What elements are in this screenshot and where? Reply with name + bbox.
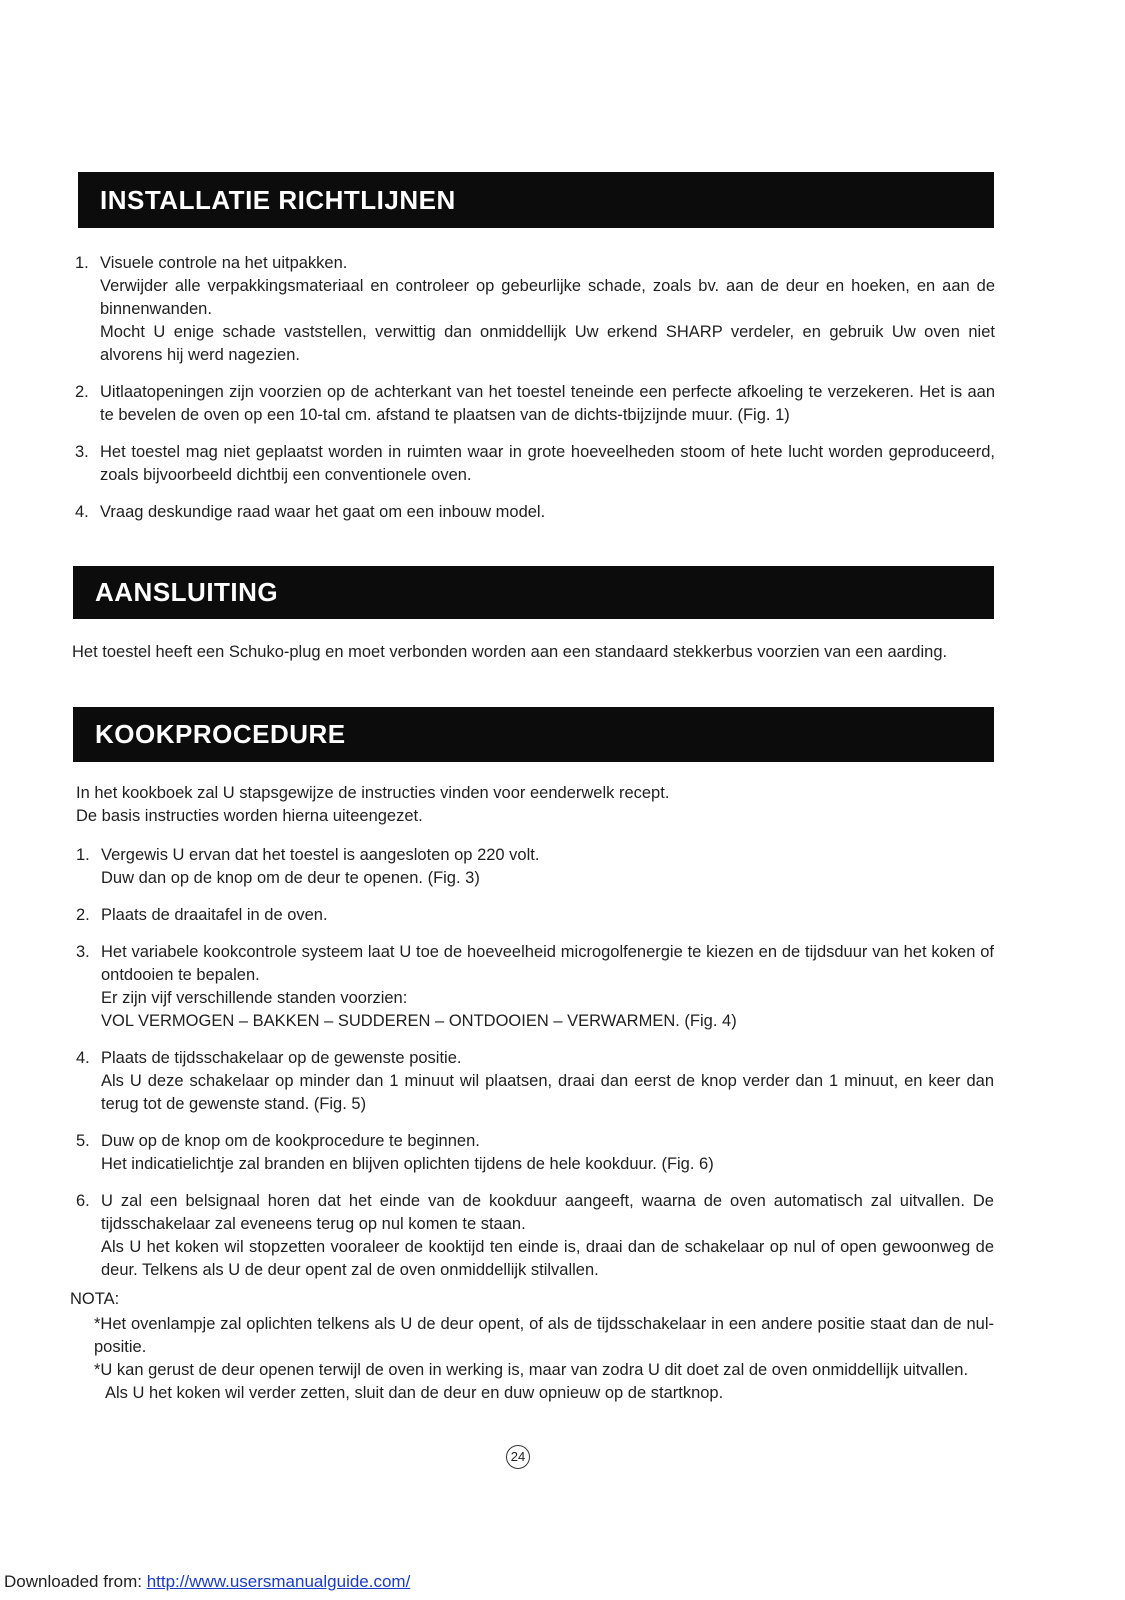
item-line: Mocht U enige schade vaststellen, verwittig dan onmiddellijk Uw erkend SHARP verdeler, en gebruik Uw oven niet alvorens hij werd nagezien. [100,323,995,364]
item-line: Als U deze schakelaar op minder dan 1 minuut wil plaatsen, draai dan eerst de knop verder dan 1 minuut, en keer dan terug tot de gewenste stand. (Fig. 5) [101,1072,994,1113]
list-item [76,1190,994,1282]
page-number: 24 [506,1445,530,1469]
item-line: Als U het koken wil stopzetten vooraleer de kooktijd ten einde is, draai dan de schakelaar op nul of open gewoonweg de deur. Telkens als U de deur opent zal de oven onmiddellijk stilvallen. [101,1238,994,1279]
item-line: Vraag deskundige raad waar het gaat om een inbouw model. [100,503,546,521]
item-number: 1. [76,846,90,864]
list-item [76,844,994,890]
item-line: Vergewis U ervan dat het toestel is aangesloten op 220 volt. [101,846,540,864]
footer-label: Downloaded from: [4,1572,147,1591]
list-item [75,441,995,487]
list-item [75,501,995,524]
nota-line: *U kan gerust de deur openen terwijl de oven in werking is, maar van zodra U dit doet zal de oven onmiddellijk uitvallen. [94,1361,969,1379]
nota-line: *Het ovenlampje zal oplichten telkens als U de deur opent, of als de tijdsschakelaar in een andere positie staat dan de nul-positie. [94,1315,994,1356]
item-line: Uitlaatopeningen zijn voorzien op de achterkant van het toestel teneinde een perfecte afkoeling te verzekeren. Het is aan te bevelen de oven op een 10-tal cm. afstand te plaatsen van de dichts-tbijzijnde muur. (Fig. 1) [100,383,995,424]
kookprocedure-content [70,782,994,1405]
aansluiting-text [72,641,994,664]
intro-line: In het kookboek zal U stapsgewijze de instructies vinden voor eenderwelk recept. [76,784,670,802]
item-number: 4. [75,503,89,521]
item-line: Het indicatielichtje zal branden en blijven oplichten tijdens de hele kookduur. (Fig. 6) [101,1155,714,1173]
item-line: Plaats de tijdsschakelaar op de gewenste positie. [101,1049,462,1067]
item-number: 5. [76,1132,90,1150]
installatie-list [75,252,995,538]
section-title-text: KOOKPROCEDURE [95,719,346,749]
nota-line: Als U het koken wil verder zetten, sluit dan de deur en duw opnieuw op de startknop. [105,1384,724,1402]
intro [76,782,994,828]
section-title-kookprocedure [73,707,994,762]
item-number: 1. [75,254,89,272]
list-item [75,381,995,427]
item-line: Het variabele kookcontrole systeem laat U toe de hoeveelheid microgolfenergie te kiezen en de tijdsduur van het koken of ontdooien te bepalen. [101,943,994,984]
item-number: 4. [76,1049,90,1067]
list-item [76,904,994,927]
footer-link[interactable]: http://www.usersmanualguide.com/ [146,1572,411,1591]
item-line: Er zijn vijf verschillende standen voorzien: [101,989,408,1007]
item-line: VOL VERMOGEN – BAKKEN – SUDDEREN – ONTDOOIEN – VERWARMEN. (Fig. 4) [101,1012,737,1030]
paragraph: Het toestel heeft een Schuko-plug en moet verbonden worden aan een standaard stekkerbus voorzien van een aarding. [72,643,948,661]
list-item [76,1130,994,1176]
section-title-aansluiting [73,566,994,619]
item-line: Verwijder alle verpakkingsmateriaal en controleer op gebeurlijke schade, zoals bv. aan de deur en hoeken, en aan de binnenwanden. [100,277,995,318]
item-number: 2. [75,383,89,401]
nota-title: NOTA: [70,1290,120,1308]
item-number: 6. [76,1192,90,1210]
intro-line: De basis instructies worden hierna uiteengezet. [76,807,423,825]
nota-block [94,1313,994,1405]
item-line: Plaats de draaitafel in de oven. [101,906,328,924]
section-title-text: INSTALLATIE RICHTLIJNEN [100,184,456,215]
item-line: U zal een belsignaal horen dat het einde van de kookduur aangeeft, waarna de oven automatisch zal uitvallen. De tijdsschakelaar zal eveneens terug op nul komen te staan. [101,1192,994,1233]
item-number: 2. [76,906,90,924]
list-item [75,252,995,367]
item-number: 3. [76,943,90,961]
item-number: 3. [75,443,89,461]
section-title-text: AANSLUITING [95,577,279,607]
item-line: Het toestel mag niet geplaatst worden in ruimten waar in grote hoeveelheden stoom of hete lucht worden geproduceerd, zoals bijvoorbeeld dichtbij een conventionele oven. [100,443,995,484]
list-item [76,941,994,1033]
list-item [76,1047,994,1116]
item-line: Visuele controle na het uitpakken. [100,254,348,272]
item-line: Duw op de knop om de kookprocedure te beginnen. [101,1132,480,1150]
item-line: Duw dan op de knop om de deur te openen. (Fig. 3) [101,869,480,887]
section-title-installatie [78,172,994,228]
download-footer [4,1572,410,1592]
